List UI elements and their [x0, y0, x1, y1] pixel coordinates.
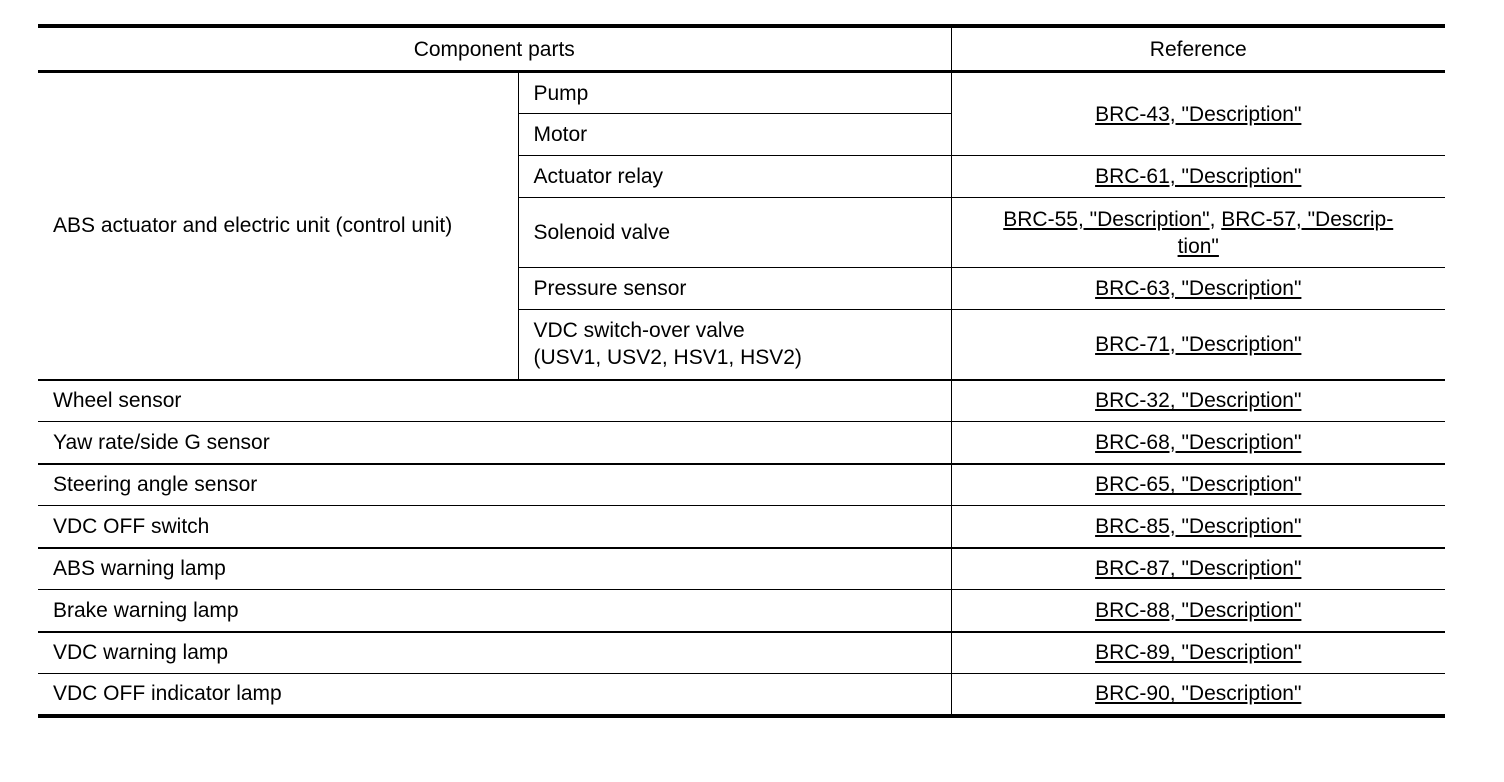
ref-cell — [951, 198, 1445, 268]
abs-unit-label: ABS actuator and electric unit (control unit) — [38, 72, 518, 380]
ref-cell — [951, 380, 1445, 422]
header-component-parts: Component parts — [38, 26, 951, 72]
part-pressure-sensor: Pressure sensor — [518, 268, 951, 310]
table-row — [38, 548, 1445, 590]
ref-cell — [951, 422, 1445, 464]
table-row — [38, 380, 1445, 422]
reference-link[interactable]: BRC-63, "Description" — [1095, 277, 1302, 300]
component-cell: Brake warning lamp — [38, 590, 951, 632]
reference-link[interactable]: BRC-85, "Description" — [1095, 514, 1302, 538]
part-pump: Pump — [518, 72, 951, 114]
ref-cell — [951, 156, 1445, 198]
reference-link[interactable]: BRC-68, "Description" — [1095, 430, 1302, 454]
reference-link[interactable]: BRC-65, "Description" — [1095, 473, 1302, 497]
part-vdc-switch-over-valve — [518, 310, 951, 380]
ref-cell — [951, 590, 1445, 632]
reference-link[interactable]: BRC-71, "Description" — [1095, 332, 1302, 356]
ref-cell — [951, 506, 1445, 548]
component-cell: VDC warning lamp — [38, 632, 951, 674]
reference-link[interactable]: BRC-89, "Description" — [1095, 641, 1302, 665]
table-row — [38, 422, 1445, 464]
ref-cell — [951, 632, 1445, 674]
reference-link[interactable]: tion" — [1177, 234, 1219, 258]
table-row — [38, 464, 1445, 506]
reference-separator: , — [1209, 207, 1222, 231]
table-row — [38, 72, 1445, 114]
reference-link[interactable]: BRC-43, "Description" — [1095, 102, 1302, 126]
component-cell: ABS warning lamp — [38, 548, 951, 590]
reference-link[interactable]: BRC-87, "Description" — [1095, 557, 1302, 581]
reference-link[interactable]: BRC-90, "Description" — [1095, 682, 1302, 706]
component-cell: VDC OFF switch — [38, 506, 951, 548]
ref-cell — [951, 268, 1445, 310]
table-row — [38, 506, 1445, 548]
part-vdc-switch-over-line2: (USV1, USV2, HSV1, HSV2) — [533, 346, 802, 370]
part-actuator-relay: Actuator relay — [518, 156, 951, 198]
table-header-row — [38, 26, 1445, 72]
part-vdc-switch-over-line1: VDC switch-over valve — [533, 319, 745, 343]
reference-link[interactable]: BRC-55, "Description" — [1003, 207, 1210, 231]
reference-link[interactable]: BRC-61, "Description" — [1095, 165, 1302, 188]
table-row — [38, 674, 1445, 716]
ref-cell — [951, 674, 1445, 716]
component-cell: Wheel sensor — [38, 380, 951, 422]
reference-link[interactable]: BRC-57, "Descrip- — [1221, 207, 1394, 231]
ref-cell — [951, 72, 1445, 156]
ref-cell — [951, 548, 1445, 590]
reference-link[interactable]: BRC-88, "Description" — [1095, 598, 1302, 622]
component-cell: Yaw rate/side G sensor — [38, 422, 951, 464]
component-cell: Steering angle sensor — [38, 464, 951, 506]
table-row — [38, 590, 1445, 632]
header-reference: Reference — [951, 26, 1445, 72]
component-parts-table — [38, 24, 1445, 718]
part-solenoid-valve: Solenoid valve — [518, 198, 951, 268]
table-row — [38, 632, 1445, 674]
reference-link[interactable]: BRC-32, "Description" — [1095, 389, 1302, 413]
ref-cell — [951, 464, 1445, 506]
part-motor: Motor — [518, 114, 951, 156]
ref-cell — [951, 310, 1445, 380]
component-cell: VDC OFF indicator lamp — [38, 674, 951, 716]
